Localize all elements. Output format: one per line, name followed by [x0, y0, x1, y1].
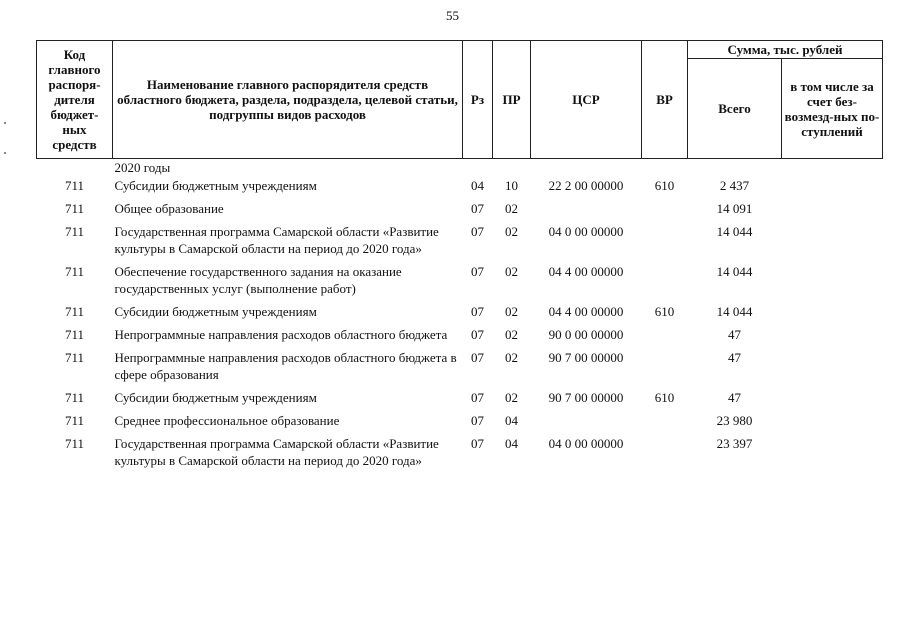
csr-cell: 04 4 00 00000: [548, 264, 624, 279]
vr-cell: [642, 261, 688, 301]
free-cell: [782, 301, 883, 324]
vr-cell: 610: [654, 304, 675, 319]
vr-cell: [642, 324, 688, 347]
name-cell: Государственная программа Самарской области «Развитие культуры в Самарской области на период до 2020 года»: [114, 224, 439, 256]
vr-cell: 610: [654, 178, 675, 193]
rz-cell: 07: [471, 413, 484, 428]
pr-cell: 10: [505, 178, 518, 193]
csr-cell: 90 7 00 00000: [548, 350, 624, 365]
rz-cell: 07: [471, 436, 484, 451]
rz-cell: 04: [471, 178, 484, 193]
vr-cell: 610: [654, 390, 675, 405]
pr-cell: 04: [505, 436, 518, 451]
header-csr: ЦСР: [531, 41, 642, 159]
code-cell: 711: [64, 413, 85, 428]
csr-cell: [531, 198, 642, 221]
total-cell: 47: [728, 350, 741, 365]
csr-cell: 04 0 00 00000: [548, 436, 624, 451]
total-cell: 14 044: [716, 264, 753, 279]
free-cell: [782, 387, 883, 410]
name-cell: Среднее профессиональное образование: [114, 413, 340, 428]
budget-table: [36, 40, 883, 473]
total-cell: 14 044: [716, 304, 753, 319]
header-pr: ПР: [493, 41, 531, 159]
header-sum: Сумма, тыс. рублей: [688, 41, 883, 59]
name-cell: Общее образование: [114, 201, 224, 216]
rz-cell: 07: [471, 350, 484, 365]
pr-cell: 02: [505, 201, 518, 216]
table-row: [37, 347, 883, 387]
table-row: [37, 410, 883, 433]
free-cell: [782, 410, 883, 433]
name-cell: Субсидии бюджетным учреждениям: [114, 304, 317, 319]
pr-cell: 02: [505, 350, 518, 365]
rz-cell: 07: [471, 304, 484, 319]
code-cell: 711: [64, 178, 85, 193]
table-row: [37, 221, 883, 261]
table-row: [37, 387, 883, 410]
total-cell: 14 044: [716, 224, 753, 239]
rz-cell: 07: [471, 390, 484, 405]
free-cell: [782, 175, 883, 198]
name-cell: Субсидии бюджетным учреждениям: [114, 178, 317, 193]
total-cell: 23 980: [716, 413, 753, 428]
name-cell: Субсидии бюджетным учреждениям: [114, 390, 317, 405]
table-row: [37, 198, 883, 221]
name-cell: Непрограммные направления расходов областного бюджета: [114, 327, 448, 342]
pr-cell: 04: [505, 413, 518, 428]
free-cell: [782, 324, 883, 347]
free-cell: [782, 198, 883, 221]
free-cell: [782, 221, 883, 261]
code-cell: 711: [64, 327, 85, 342]
continuation-text: 2020 годы: [114, 160, 171, 175]
vr-cell: [642, 347, 688, 387]
total-cell: 14 091: [716, 201, 753, 216]
pr-cell: 02: [505, 264, 518, 279]
rz-cell: 07: [471, 201, 484, 216]
table-header: [37, 41, 883, 159]
table-row: [37, 301, 883, 324]
scan-mark: [4, 122, 6, 124]
code-cell: 711: [64, 224, 85, 239]
table-row: [37, 261, 883, 301]
header-rz: Рз: [463, 41, 493, 159]
vr-cell: [642, 221, 688, 261]
scan-mark: [4, 152, 6, 154]
total-cell: 47: [728, 390, 741, 405]
free-cell: [782, 261, 883, 301]
free-cell: [782, 347, 883, 387]
rz-cell: 07: [471, 327, 484, 342]
vr-cell: [642, 433, 688, 473]
pr-cell: 02: [505, 327, 518, 342]
csr-cell: [531, 410, 642, 433]
pr-cell: 02: [505, 304, 518, 319]
table-row: [37, 175, 883, 198]
code-cell: 711: [64, 304, 85, 319]
vr-cell: [642, 198, 688, 221]
code-cell: 711: [64, 436, 85, 451]
csr-cell: 22 2 00 00000: [548, 178, 624, 193]
header-code: Код главного распоря-дителя бюджет-ных средств: [37, 41, 113, 159]
name-cell: Непрограммные направления расходов областного бюджета в сфере образования: [114, 350, 457, 382]
header-vr: ВР: [642, 41, 688, 159]
table-row: [37, 433, 883, 473]
free-cell: [782, 433, 883, 473]
total-cell: 47: [728, 327, 741, 342]
csr-cell: 90 0 00 00000: [548, 327, 624, 342]
rz-cell: 07: [471, 264, 484, 279]
name-cell: Государственная программа Самарской области «Развитие культуры в Самарской области на период до 2020 года»: [114, 436, 439, 468]
csr-cell: 90 7 00 00000: [548, 390, 624, 405]
code-cell: 711: [64, 264, 85, 279]
page-number: 55: [446, 8, 459, 23]
code-cell: 711: [64, 201, 85, 216]
header-name: Наименование главного распорядителя средств областного бюджета, раздела, подраздела, целевой статьи, подгруппы видов расходов: [113, 41, 463, 159]
csr-cell: 04 0 00 00000: [548, 224, 624, 239]
continuation-row: [37, 159, 883, 176]
total-cell: 2 437: [719, 178, 750, 193]
code-cell: 711: [64, 390, 85, 405]
vr-cell: [642, 410, 688, 433]
csr-cell: 04 4 00 00000: [548, 304, 624, 319]
header-total: Всего: [688, 59, 782, 159]
code-cell: 711: [64, 350, 85, 365]
rz-cell: 07: [471, 224, 484, 239]
total-cell: 23 397: [716, 436, 753, 451]
pr-cell: 02: [505, 390, 518, 405]
table-row: [37, 324, 883, 347]
name-cell: Обеспечение государственного задания на оказание государственных услуг (выполнение работ): [114, 264, 402, 296]
pr-cell: 02: [505, 224, 518, 239]
table-body: [37, 159, 883, 474]
header-free: в том числе за счет без-возмезд-ных по-ступлений: [782, 59, 883, 159]
